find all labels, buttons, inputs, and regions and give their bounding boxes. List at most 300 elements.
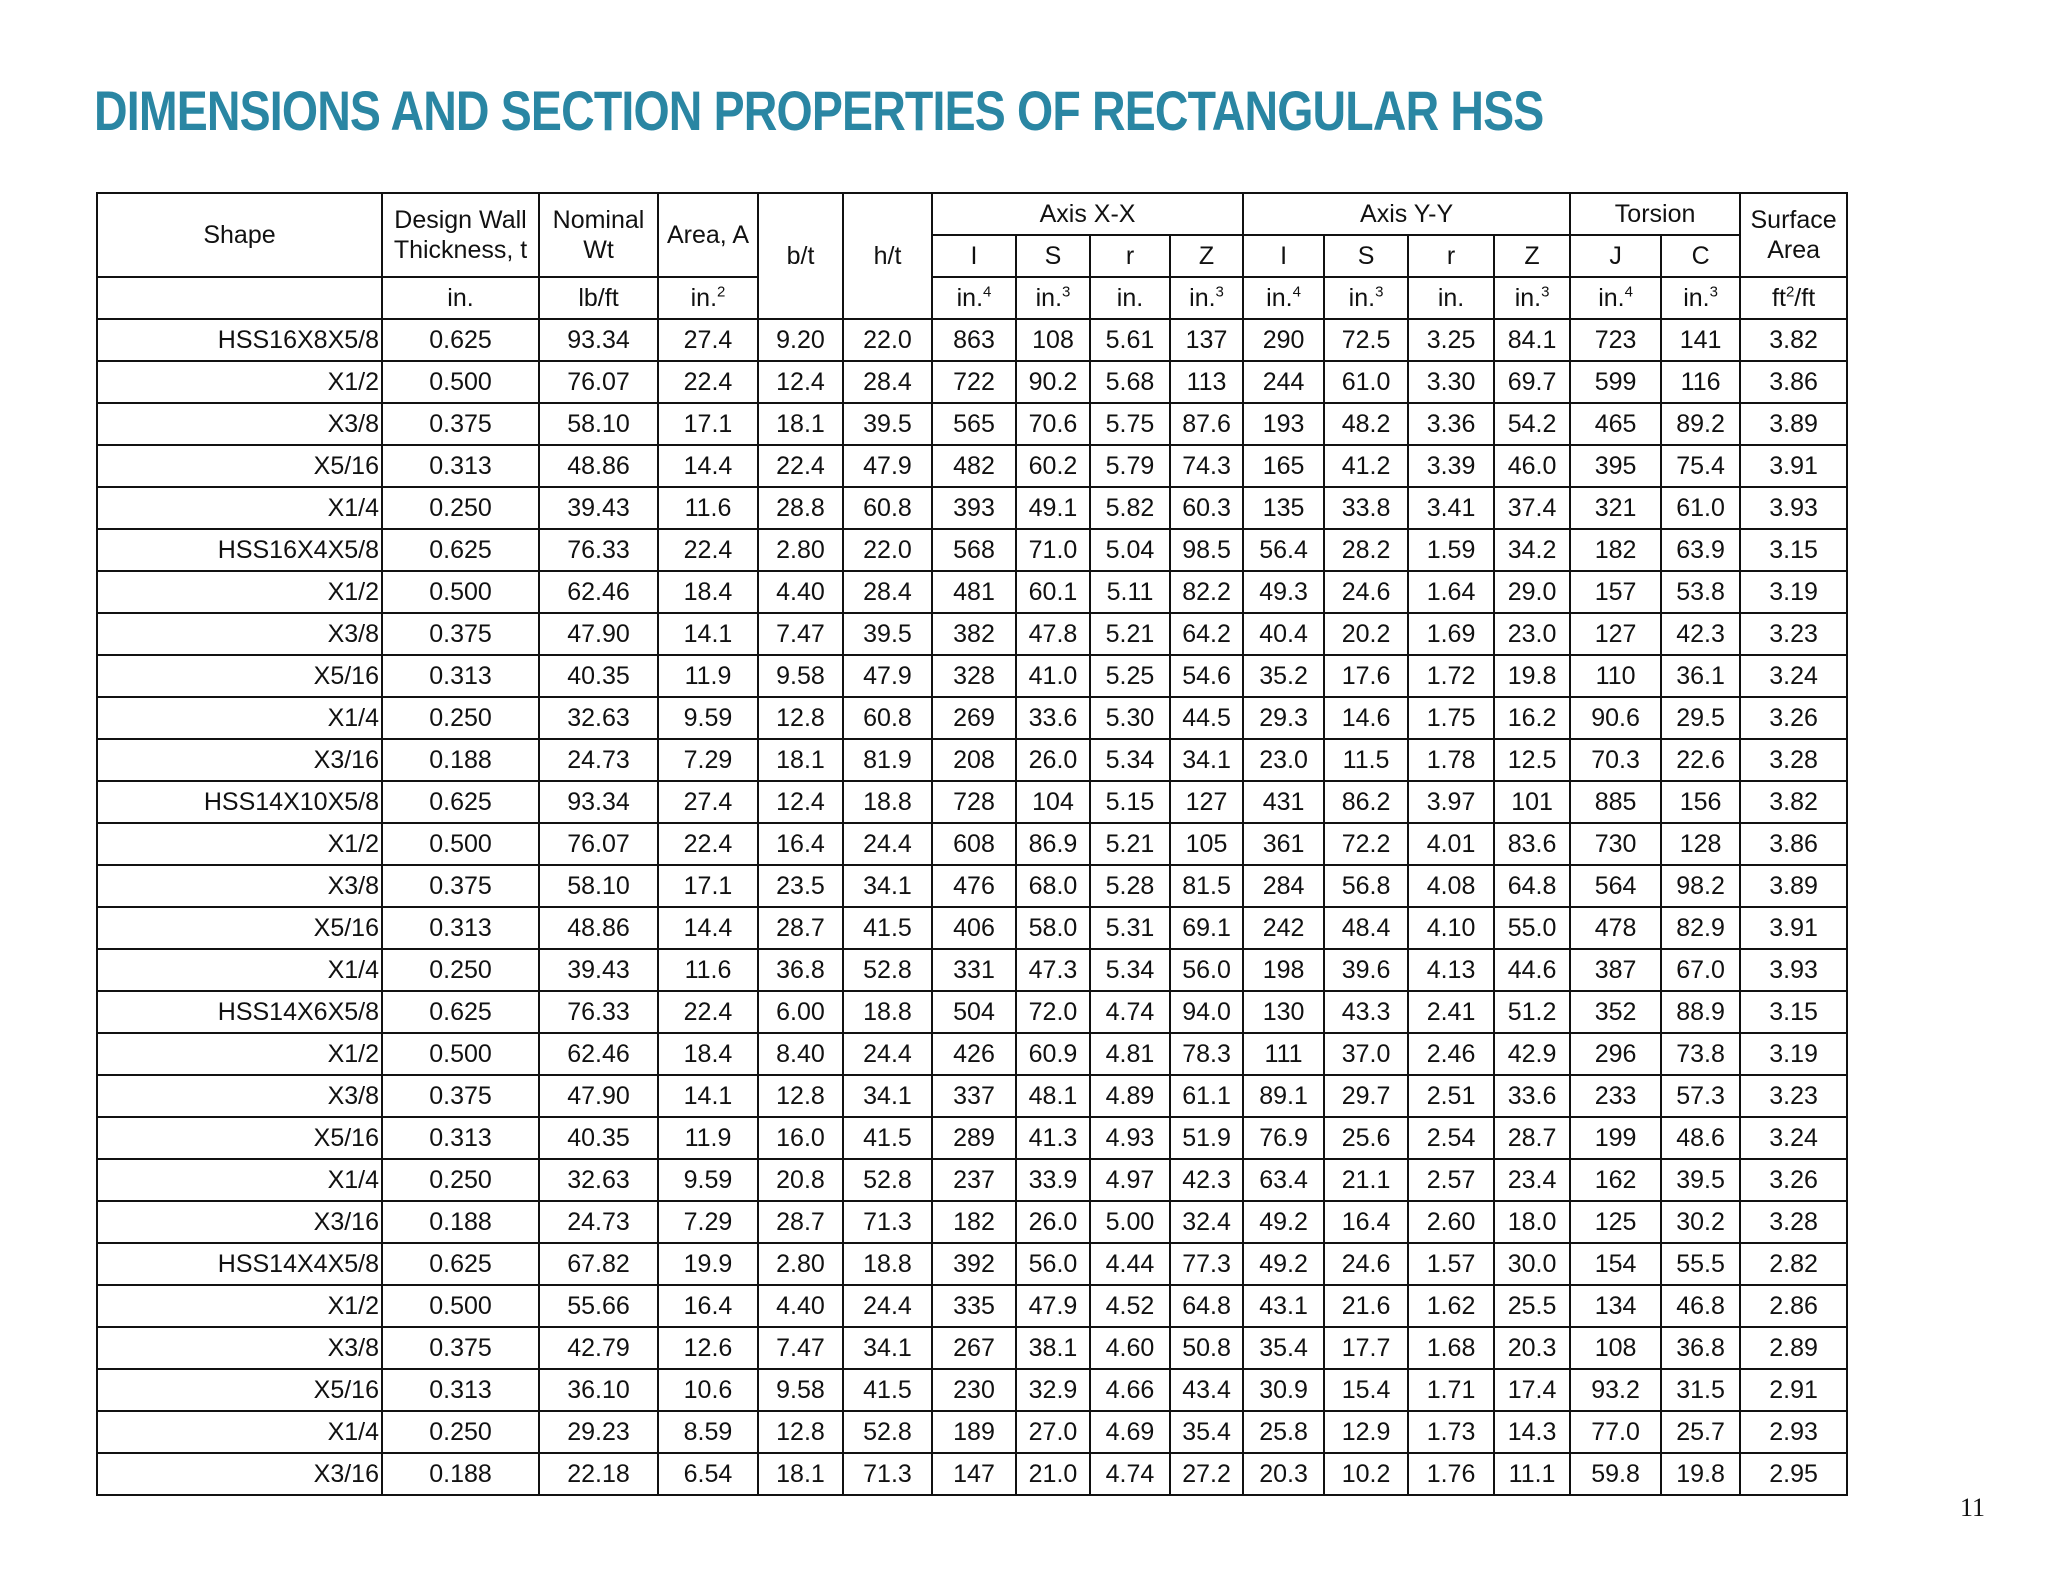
cell-yy-z: 44.6 <box>1494 949 1570 991</box>
cell-xx-r: 4.74 <box>1090 991 1170 1033</box>
cell-yy-r: 1.78 <box>1408 739 1494 781</box>
cell-xx-i: 728 <box>932 781 1016 823</box>
table-row <box>97 529 1847 571</box>
cell-h-t: 71.3 <box>843 1453 932 1495</box>
cell-torsion-c: 98.2 <box>1661 865 1740 907</box>
cell-yy-s: 48.4 <box>1324 907 1408 949</box>
cell-nominal-wt: 76.07 <box>539 361 658 403</box>
cell-yy-s: 41.2 <box>1324 445 1408 487</box>
cell-xx-z: 105 <box>1170 823 1243 865</box>
cell-torsion-j: 125 <box>1570 1201 1661 1243</box>
cell-area: 27.4 <box>658 319 758 361</box>
cell-thickness: 0.625 <box>382 991 539 1033</box>
table-row <box>97 865 1847 907</box>
header-shape: Shape <box>97 193 382 277</box>
cell-torsion-c: 116 <box>1661 361 1740 403</box>
table-row <box>97 1453 1847 1495</box>
cell-area: 10.6 <box>658 1369 758 1411</box>
cell-xx-z: 81.5 <box>1170 865 1243 907</box>
cell-area: 12.6 <box>658 1327 758 1369</box>
cell-yy-z: 25.5 <box>1494 1285 1570 1327</box>
cell-torsion-j: 199 <box>1570 1117 1661 1159</box>
cell-xx-s: 90.2 <box>1016 361 1090 403</box>
cell-h-t: 41.5 <box>843 907 932 949</box>
cell-surface-area: 3.23 <box>1740 1075 1847 1117</box>
cell-b-t: 16.0 <box>758 1117 843 1159</box>
cell-torsion-c: 55.5 <box>1661 1243 1740 1285</box>
cell-surface-area: 2.95 <box>1740 1453 1847 1495</box>
header-axis-xx: Axis X-X <box>932 193 1243 235</box>
cell-b-t: 4.40 <box>758 571 843 613</box>
cell-thickness: 0.188 <box>382 1453 539 1495</box>
cell-area: 14.4 <box>658 445 758 487</box>
cell-shape: X3/8 <box>97 1075 382 1117</box>
cell-yy-i: 23.0 <box>1243 739 1324 781</box>
cell-nominal-wt: 93.34 <box>539 319 658 361</box>
cell-nominal-wt: 32.63 <box>539 1159 658 1201</box>
cell-area: 22.4 <box>658 823 758 865</box>
cell-h-t: 39.5 <box>843 403 932 445</box>
cell-torsion-j: 478 <box>1570 907 1661 949</box>
cell-b-t: 18.1 <box>758 403 843 445</box>
cell-yy-z: 20.3 <box>1494 1327 1570 1369</box>
cell-xx-z: 137 <box>1170 319 1243 361</box>
cell-yy-i: 290 <box>1243 319 1324 361</box>
cell-h-t: 22.0 <box>843 529 932 571</box>
header-xx-i: I <box>932 235 1016 277</box>
cell-thickness: 0.375 <box>382 1327 539 1369</box>
cell-nominal-wt: 47.90 <box>539 613 658 655</box>
cell-h-t: 18.8 <box>843 1243 932 1285</box>
unit-torsion-c: in.$^3$ <box>1661 277 1740 319</box>
cell-surface-area: 3.19 <box>1740 1033 1847 1075</box>
cell-yy-s: 10.2 <box>1324 1453 1408 1495</box>
cell-torsion-j: 134 <box>1570 1285 1661 1327</box>
cell-yy-s: 12.9 <box>1324 1411 1408 1453</box>
unit-shape-blank <box>97 277 382 319</box>
cell-surface-area: 3.89 <box>1740 865 1847 907</box>
cell-surface-area: 3.15 <box>1740 529 1847 571</box>
cell-xx-r: 5.34 <box>1090 739 1170 781</box>
cell-xx-i: 565 <box>932 403 1016 445</box>
cell-xx-z: 43.4 <box>1170 1369 1243 1411</box>
cell-yy-r: 2.54 <box>1408 1117 1494 1159</box>
cell-xx-z: 82.2 <box>1170 571 1243 613</box>
cell-xx-i: 182 <box>932 1201 1016 1243</box>
cell-b-t: 28.7 <box>758 1201 843 1243</box>
cell-yy-s: 16.4 <box>1324 1201 1408 1243</box>
cell-shape: HSS16X4X5/8 <box>97 529 382 571</box>
cell-xx-r: 5.61 <box>1090 319 1170 361</box>
cell-nominal-wt: 24.73 <box>539 1201 658 1243</box>
cell-xx-z: 94.0 <box>1170 991 1243 1033</box>
cell-nominal-wt: 39.43 <box>539 949 658 991</box>
cell-yy-r: 3.39 <box>1408 445 1494 487</box>
cell-h-t: 34.1 <box>843 1327 932 1369</box>
cell-yy-i: 35.4 <box>1243 1327 1324 1369</box>
cell-xx-s: 33.6 <box>1016 697 1090 739</box>
cell-torsion-j: 157 <box>1570 571 1661 613</box>
cell-b-t: 22.4 <box>758 445 843 487</box>
table-row <box>97 1411 1847 1453</box>
cell-b-t: 2.80 <box>758 1243 843 1285</box>
cell-surface-area: 3.82 <box>1740 781 1847 823</box>
cell-torsion-j: 564 <box>1570 865 1661 907</box>
cell-xx-z: 44.5 <box>1170 697 1243 739</box>
cell-xx-r: 4.69 <box>1090 1411 1170 1453</box>
cell-shape: X5/16 <box>97 1369 382 1411</box>
cell-yy-i: 49.3 <box>1243 571 1324 613</box>
cell-shape: X1/4 <box>97 1159 382 1201</box>
cell-h-t: 41.5 <box>843 1117 932 1159</box>
cell-yy-r: 4.08 <box>1408 865 1494 907</box>
cell-yy-i: 49.2 <box>1243 1201 1324 1243</box>
cell-yy-i: 193 <box>1243 403 1324 445</box>
table-row <box>97 571 1847 613</box>
cell-nominal-wt: 24.73 <box>539 739 658 781</box>
cell-torsion-c: 42.3 <box>1661 613 1740 655</box>
cell-surface-area: 3.93 <box>1740 949 1847 991</box>
cell-yy-s: 29.7 <box>1324 1075 1408 1117</box>
unit-yy-s: in.$^3$ <box>1324 277 1408 319</box>
cell-xx-z: 34.1 <box>1170 739 1243 781</box>
cell-torsion-c: 88.9 <box>1661 991 1740 1033</box>
cell-surface-area: 3.91 <box>1740 907 1847 949</box>
cell-yy-s: 21.1 <box>1324 1159 1408 1201</box>
table-row <box>97 1243 1847 1285</box>
cell-h-t: 24.4 <box>843 1285 932 1327</box>
cell-shape: X1/2 <box>97 361 382 403</box>
cell-xx-s: 68.0 <box>1016 865 1090 907</box>
cell-nominal-wt: 76.33 <box>539 991 658 1033</box>
cell-torsion-c: 36.8 <box>1661 1327 1740 1369</box>
cell-torsion-j: 233 <box>1570 1075 1661 1117</box>
cell-xx-s: 47.8 <box>1016 613 1090 655</box>
cell-shape: X1/2 <box>97 1033 382 1075</box>
cell-yy-s: 56.8 <box>1324 865 1408 907</box>
cell-xx-z: 54.6 <box>1170 655 1243 697</box>
header-h-t: h/t <box>843 193 932 319</box>
cell-torsion-c: 75.4 <box>1661 445 1740 487</box>
cell-xx-r: 5.21 <box>1090 613 1170 655</box>
cell-torsion-j: 885 <box>1570 781 1661 823</box>
cell-h-t: 71.3 <box>843 1201 932 1243</box>
cell-yy-i: 56.4 <box>1243 529 1324 571</box>
cell-yy-i: 35.2 <box>1243 655 1324 697</box>
cell-area: 17.1 <box>658 865 758 907</box>
cell-area: 11.9 <box>658 1117 758 1159</box>
header-surface-area: Surface Area <box>1740 193 1847 277</box>
cell-h-t: 34.1 <box>843 865 932 907</box>
cell-b-t: 9.58 <box>758 655 843 697</box>
cell-yy-s: 17.6 <box>1324 655 1408 697</box>
cell-xx-i: 568 <box>932 529 1016 571</box>
cell-xx-i: 328 <box>932 655 1016 697</box>
cell-thickness: 0.375 <box>382 613 539 655</box>
cell-xx-z: 56.0 <box>1170 949 1243 991</box>
cell-thickness: 0.625 <box>382 319 539 361</box>
cell-yy-r: 1.75 <box>1408 697 1494 739</box>
cell-b-t: 12.4 <box>758 781 843 823</box>
cell-h-t: 28.4 <box>843 571 932 613</box>
cell-xx-z: 77.3 <box>1170 1243 1243 1285</box>
cell-xx-i: 504 <box>932 991 1016 1033</box>
table-row <box>97 1285 1847 1327</box>
cell-nominal-wt: 67.82 <box>539 1243 658 1285</box>
cell-yy-i: 40.4 <box>1243 613 1324 655</box>
cell-yy-s: 11.5 <box>1324 739 1408 781</box>
cell-b-t: 12.8 <box>758 1075 843 1117</box>
cell-thickness: 0.625 <box>382 1243 539 1285</box>
header-yy-r: r <box>1408 235 1494 277</box>
cell-xx-s: 86.9 <box>1016 823 1090 865</box>
cell-yy-z: 14.3 <box>1494 1411 1570 1453</box>
cell-yy-r: 4.13 <box>1408 949 1494 991</box>
cell-xx-i: 722 <box>932 361 1016 403</box>
cell-h-t: 81.9 <box>843 739 932 781</box>
cell-yy-s: 61.0 <box>1324 361 1408 403</box>
table-row <box>97 1033 1847 1075</box>
cell-xx-s: 38.1 <box>1016 1327 1090 1369</box>
cell-thickness: 0.250 <box>382 487 539 529</box>
cell-xx-s: 108 <box>1016 319 1090 361</box>
cell-b-t: 28.7 <box>758 907 843 949</box>
cell-xx-z: 74.3 <box>1170 445 1243 487</box>
cell-xx-z: 113 <box>1170 361 1243 403</box>
cell-yy-s: 14.6 <box>1324 697 1408 739</box>
cell-nominal-wt: 29.23 <box>539 1411 658 1453</box>
cell-xx-i: 476 <box>932 865 1016 907</box>
cell-torsion-j: 321 <box>1570 487 1661 529</box>
cell-thickness: 0.250 <box>382 949 539 991</box>
cell-xx-r: 4.74 <box>1090 1453 1170 1495</box>
cell-yy-s: 15.4 <box>1324 1369 1408 1411</box>
cell-thickness: 0.625 <box>382 781 539 823</box>
cell-torsion-c: 53.8 <box>1661 571 1740 613</box>
cell-yy-i: 30.9 <box>1243 1369 1324 1411</box>
cell-shape: X5/16 <box>97 655 382 697</box>
cell-torsion-c: 46.8 <box>1661 1285 1740 1327</box>
table-row <box>97 991 1847 1033</box>
cell-yy-i: 198 <box>1243 949 1324 991</box>
cell-xx-z: 69.1 <box>1170 907 1243 949</box>
cell-torsion-c: 29.5 <box>1661 697 1740 739</box>
unit-weight: lb/ft <box>539 277 658 319</box>
cell-yy-i: 49.2 <box>1243 1243 1324 1285</box>
cell-xx-r: 5.25 <box>1090 655 1170 697</box>
cell-xx-z: 87.6 <box>1170 403 1243 445</box>
cell-yy-i: 29.3 <box>1243 697 1324 739</box>
unit-yy-z: in.$^3$ <box>1494 277 1570 319</box>
cell-xx-s: 47.3 <box>1016 949 1090 991</box>
cell-xx-r: 4.93 <box>1090 1117 1170 1159</box>
cell-surface-area: 3.19 <box>1740 571 1847 613</box>
cell-thickness: 0.313 <box>382 1369 539 1411</box>
cell-area: 11.6 <box>658 487 758 529</box>
cell-xx-r: 5.28 <box>1090 865 1170 907</box>
cell-xx-s: 60.1 <box>1016 571 1090 613</box>
cell-xx-s: 104 <box>1016 781 1090 823</box>
cell-shape: X3/8 <box>97 865 382 907</box>
cell-nominal-wt: 62.46 <box>539 571 658 613</box>
cell-torsion-c: 31.5 <box>1661 1369 1740 1411</box>
cell-yy-s: 33.8 <box>1324 487 1408 529</box>
cell-yy-i: 25.8 <box>1243 1411 1324 1453</box>
cell-yy-i: 361 <box>1243 823 1324 865</box>
cell-yy-s: 86.2 <box>1324 781 1408 823</box>
cell-surface-area: 2.89 <box>1740 1327 1847 1369</box>
cell-yy-s: 24.6 <box>1324 571 1408 613</box>
cell-torsion-j: 730 <box>1570 823 1661 865</box>
cell-h-t: 24.4 <box>843 1033 932 1075</box>
cell-yy-i: 89.1 <box>1243 1075 1324 1117</box>
cell-area: 27.4 <box>658 781 758 823</box>
cell-yy-z: 51.2 <box>1494 991 1570 1033</box>
cell-surface-area: 2.82 <box>1740 1243 1847 1285</box>
cell-torsion-c: 89.2 <box>1661 403 1740 445</box>
cell-shape: X1/4 <box>97 487 382 529</box>
cell-h-t: 18.8 <box>843 781 932 823</box>
cell-yy-r: 3.97 <box>1408 781 1494 823</box>
cell-thickness: 0.313 <box>382 445 539 487</box>
cell-xx-s: 60.2 <box>1016 445 1090 487</box>
cell-xx-r: 5.04 <box>1090 529 1170 571</box>
cell-h-t: 52.8 <box>843 949 932 991</box>
header-torsion-c: C <box>1661 235 1740 277</box>
cell-yy-i: 135 <box>1243 487 1324 529</box>
cell-nominal-wt: 36.10 <box>539 1369 658 1411</box>
cell-nominal-wt: 93.34 <box>539 781 658 823</box>
header-xx-r: r <box>1090 235 1170 277</box>
cell-torsion-j: 395 <box>1570 445 1661 487</box>
cell-h-t: 60.8 <box>843 487 932 529</box>
cell-surface-area: 3.15 <box>1740 991 1847 1033</box>
cell-xx-i: 335 <box>932 1285 1016 1327</box>
cell-area: 7.29 <box>658 739 758 781</box>
cell-torsion-c: 82.9 <box>1661 907 1740 949</box>
cell-torsion-j: 352 <box>1570 991 1661 1033</box>
cell-yy-s: 28.2 <box>1324 529 1408 571</box>
cell-torsion-c: 61.0 <box>1661 487 1740 529</box>
table-header <box>97 193 1847 319</box>
cell-xx-s: 26.0 <box>1016 739 1090 781</box>
cell-yy-s: 25.6 <box>1324 1117 1408 1159</box>
cell-torsion-j: 77.0 <box>1570 1411 1661 1453</box>
cell-xx-i: 230 <box>932 1369 1016 1411</box>
cell-area: 7.29 <box>658 1201 758 1243</box>
cell-torsion-j: 59.8 <box>1570 1453 1661 1495</box>
cell-yy-i: 284 <box>1243 865 1324 907</box>
cell-xx-i: 289 <box>932 1117 1016 1159</box>
cell-xx-z: 127 <box>1170 781 1243 823</box>
cell-surface-area: 3.89 <box>1740 403 1847 445</box>
cell-shape: X5/16 <box>97 907 382 949</box>
cell-xx-s: 49.1 <box>1016 487 1090 529</box>
cell-area: 8.59 <box>658 1411 758 1453</box>
cell-shape: X3/8 <box>97 1327 382 1369</box>
cell-yy-z: 11.1 <box>1494 1453 1570 1495</box>
header-b-t: b/t <box>758 193 843 319</box>
cell-yy-r: 2.51 <box>1408 1075 1494 1117</box>
cell-b-t: 18.1 <box>758 1453 843 1495</box>
cell-h-t: 41.5 <box>843 1369 932 1411</box>
cell-surface-area: 3.24 <box>1740 655 1847 697</box>
cell-b-t: 7.47 <box>758 1327 843 1369</box>
cell-torsion-c: 128 <box>1661 823 1740 865</box>
cell-h-t: 18.8 <box>843 991 932 1033</box>
cell-shape: X3/8 <box>97 403 382 445</box>
cell-xx-s: 41.0 <box>1016 655 1090 697</box>
cell-thickness: 0.375 <box>382 865 539 907</box>
cell-xx-z: 51.9 <box>1170 1117 1243 1159</box>
cell-thickness: 0.375 <box>382 403 539 445</box>
cell-area: 19.9 <box>658 1243 758 1285</box>
header-axis-yy: Axis Y-Y <box>1243 193 1570 235</box>
cell-area: 11.6 <box>658 949 758 991</box>
cell-torsion-j: 90.6 <box>1570 697 1661 739</box>
cell-yy-z: 23.4 <box>1494 1159 1570 1201</box>
cell-shape: X1/2 <box>97 571 382 613</box>
cell-yy-z: 69.7 <box>1494 361 1570 403</box>
cell-xx-z: 64.8 <box>1170 1285 1243 1327</box>
cell-h-t: 52.8 <box>843 1411 932 1453</box>
cell-area: 9.59 <box>658 697 758 739</box>
cell-xx-i: 208 <box>932 739 1016 781</box>
cell-xx-r: 5.68 <box>1090 361 1170 403</box>
cell-thickness: 0.500 <box>382 1285 539 1327</box>
cell-torsion-j: 599 <box>1570 361 1661 403</box>
cell-torsion-j: 110 <box>1570 655 1661 697</box>
cell-surface-area: 3.82 <box>1740 319 1847 361</box>
cell-xx-r: 5.30 <box>1090 697 1170 739</box>
cell-h-t: 60.8 <box>843 697 932 739</box>
cell-xx-z: 64.2 <box>1170 613 1243 655</box>
unit-torsion-j: in.$^4$ <box>1570 277 1661 319</box>
cell-yy-i: 165 <box>1243 445 1324 487</box>
cell-xx-z: 98.5 <box>1170 529 1243 571</box>
cell-yy-z: 29.0 <box>1494 571 1570 613</box>
cell-yy-z: 23.0 <box>1494 613 1570 655</box>
cell-torsion-c: 36.1 <box>1661 655 1740 697</box>
cell-area: 18.4 <box>658 1033 758 1075</box>
cell-yy-z: 64.8 <box>1494 865 1570 907</box>
cell-area: 14.1 <box>658 613 758 655</box>
cell-torsion-j: 127 <box>1570 613 1661 655</box>
cell-area: 14.4 <box>658 907 758 949</box>
page-number: 11 <box>1960 1493 1986 1522</box>
cell-thickness: 0.500 <box>382 361 539 403</box>
cell-xx-z: 50.8 <box>1170 1327 1243 1369</box>
table-row <box>97 613 1847 655</box>
cell-yy-s: 17.7 <box>1324 1327 1408 1369</box>
cell-torsion-j: 154 <box>1570 1243 1661 1285</box>
cell-yy-r: 1.62 <box>1408 1285 1494 1327</box>
unit-surface-area: $ft^2/ft$ <box>1740 277 1847 319</box>
table-body <box>97 319 1847 1495</box>
header-nominal-wt: Nominal Wt <box>539 193 658 277</box>
cell-shape: HSS16X8X5/8 <box>97 319 382 361</box>
cell-shape: X3/16 <box>97 739 382 781</box>
cell-torsion-c: 141 <box>1661 319 1740 361</box>
cell-xx-z: 78.3 <box>1170 1033 1243 1075</box>
cell-nominal-wt: 32.63 <box>539 697 658 739</box>
cell-yy-r: 1.57 <box>1408 1243 1494 1285</box>
table-row <box>97 445 1847 487</box>
table-row <box>97 1159 1847 1201</box>
cell-h-t: 24.4 <box>843 823 932 865</box>
cell-shape: X1/4 <box>97 1411 382 1453</box>
cell-thickness: 0.313 <box>382 1117 539 1159</box>
